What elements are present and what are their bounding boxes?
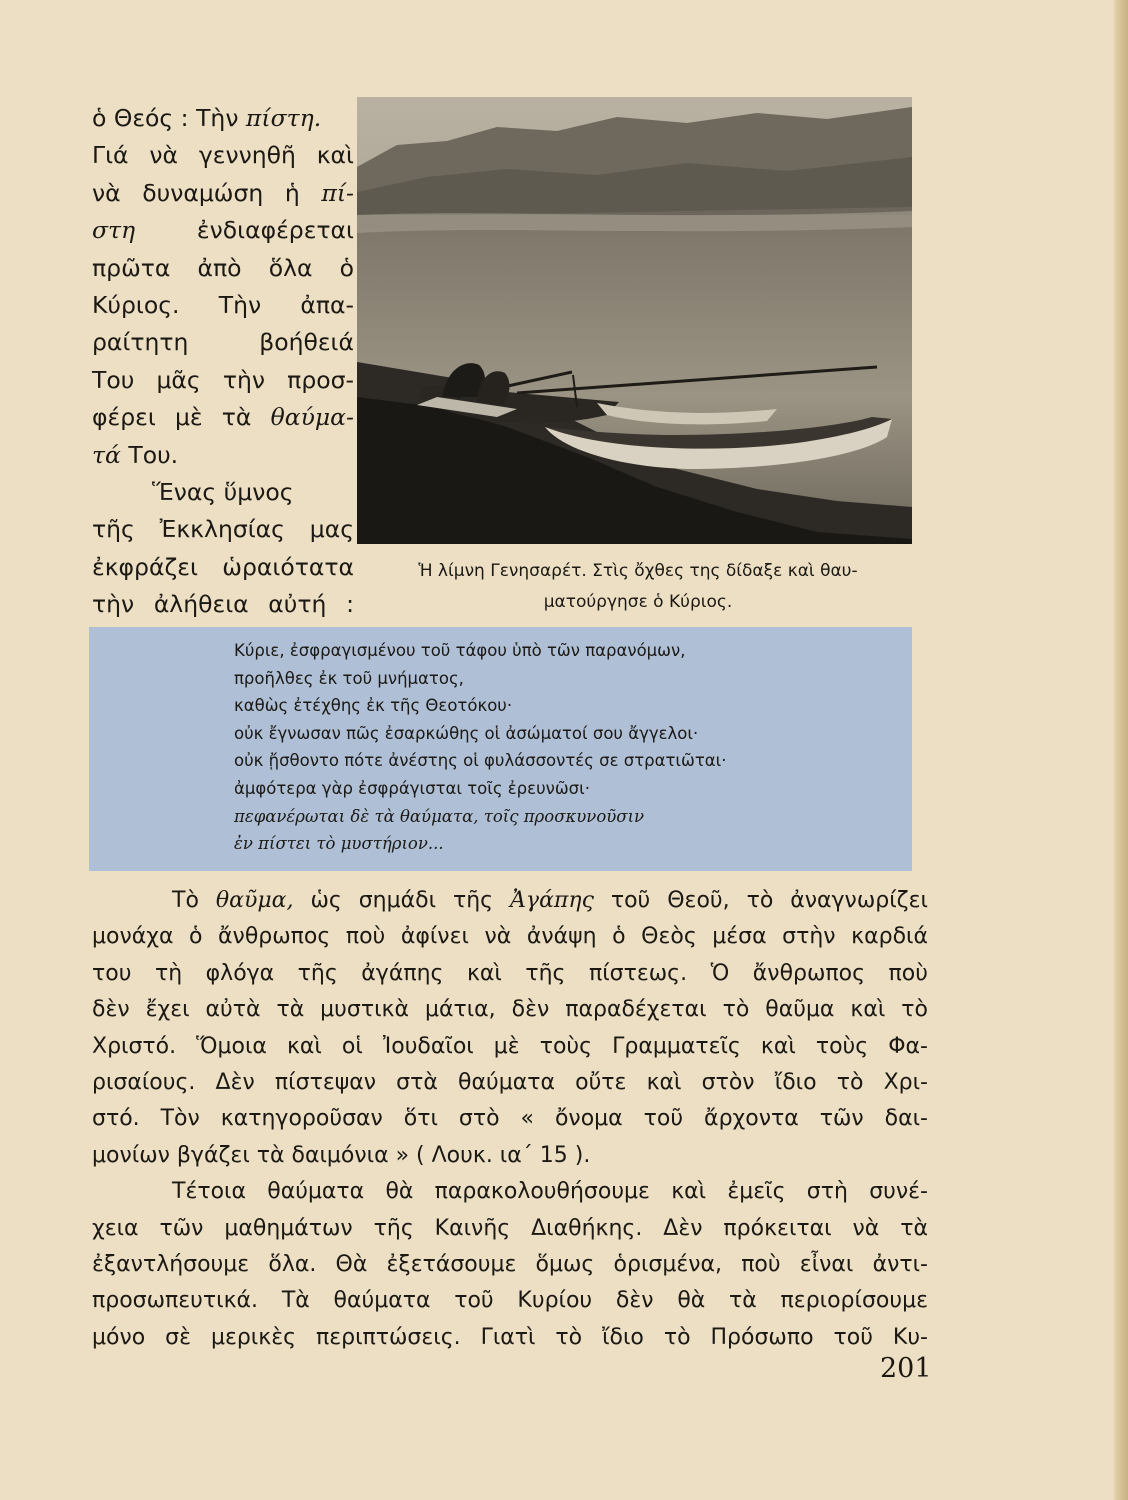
hymn-line: καθὼς ἐτέχθης ἐκ τῆς Θεοτόκου· [234, 696, 513, 716]
hymn-line: οὐκ ᾔσθοντο πότε ἀνέστης οἱ φυλάσσοντές σε στρατιῶται· [234, 751, 727, 771]
hymn-line: ἐν πίστει τὸ μυστήριον... [234, 834, 444, 854]
left-line: Γιά νὰ γεννηθῆ καὶ [92, 141, 354, 170]
left-line: Ἕνας ὕμνος [152, 478, 294, 507]
paragraph-line: Χριστό. Ὅμοια καὶ οἱ Ἰουδαῖοι μὲ τοὺς Γραμματεῖς καὶ τοὺς Φα- [92, 1033, 928, 1059]
left-line: τά Του. [92, 440, 179, 469]
paragraph-line: Τὸ θαῦμα, ὡς σημάδι τῆς Ἀγάπης τοῦ Θεοῦ, τὸ ἀναγνωρίζει [172, 888, 928, 913]
paragraph-line: προσωπευτικά. Τὰ θαύματα τοῦ Κυρίου δὲν θὰ τὰ περιορίσουμε [92, 1288, 928, 1314]
left-line: Κύριος. Τὴν ἀπα- [92, 291, 354, 320]
left-line: τῆς Ἐκκλησίας μας [92, 515, 354, 544]
paragraph-line: δὲν ἔχει αὐτὰ τὰ μυστικὰ μάτια, δὲν παραδέχεται τὸ θαῦμα καὶ τὸ [92, 997, 928, 1023]
paragraph-line: Τέτοια θαύματα θὰ παρακολουθήσουμε καὶ ἐμεῖς στὴ συνέ- [172, 1179, 928, 1205]
left-line: στη ἐνδιαφέρεται [92, 216, 354, 245]
page-number: 201 [880, 1353, 932, 1384]
caption-line: Ἡ λίμνη Γενησαρέτ. Στὶς ὄχθες της δίδαξε καὶ θαυ- [418, 561, 858, 581]
hymn-line: οὐκ ἔγνωσαν πῶς ἐσαρκώθης οἱ ἀσώματοί σου ἄγγελοι· [234, 723, 699, 743]
hymn-line: προῆλθες ἐκ τοῦ μνήματος, [234, 668, 464, 688]
left-text-column [92, 100, 354, 624]
page-edge [1114, 0, 1128, 1500]
hymn-line: ἀμφότερα γὰρ ἐσφράγισται τοῖς ἐρευνῶσι· [234, 778, 590, 798]
left-line: ἐκφράζει ὡραιότατα [92, 552, 354, 581]
left-line: φέρει μὲ τὰ θαύμα- [92, 403, 354, 432]
hymn-line: Κύριε, ἐσφραγισμένου τοῦ τάφου ὑπὸ τῶν παρανόμων, [234, 641, 686, 660]
paragraph-line: χεια τῶν μαθημάτων τῆς Καινῆς Διαθήκης. Δὲν πρόκειται νὰ τὰ [92, 1215, 928, 1241]
photo-caption [365, 556, 911, 618]
main-body-text [92, 883, 928, 1356]
left-line: πρῶτα ἀπὸ ὅλα ὁ [92, 253, 354, 282]
left-line: ραίτητη βοήθειά [92, 328, 354, 357]
paragraph-line: ἐξαντλήσουμε ὅλα. Θὰ ἐξετάσουμε ὅμως ὁρισμένα, ποὺ εἶναι ἀντι- [92, 1252, 928, 1278]
hymn-box [89, 627, 912, 871]
hymn-line: πεφανέρωται δὲ τὰ θαύματα, τοῖς προσκυνοῦσιν [234, 806, 645, 826]
paragraph-line: του τὴ φλόγα τῆς ἀγάπης καὶ τῆς πίστεως. Ὁ ἄνθρωπος ποὺ [92, 960, 928, 986]
lake-photo [357, 97, 912, 544]
left-line: νὰ δυναμώση ἡ πί- [92, 178, 354, 207]
paragraph-line: μονίων βγάζει τὰ δαιμόνια » ( Λουκ. ια΄ 15 ). [92, 1142, 591, 1168]
left-line: Του μᾶς τὴν προσ- [92, 365, 354, 394]
paragraph-line: μονάχα ὁ ἄνθρωπος ποὺ ἀφίνει νὰ ἀνάψη ὁ Θεὸς μέσα στὴν καρδιά [92, 924, 928, 950]
caption-line: ματούργησε ὁ Κύριος. [543, 592, 733, 612]
paragraph-line: ρισαίους. Δὲν πίστεψαν στὰ θαύματα οὔτε καὶ στὸν ἴδιο τὸ Χρι- [92, 1070, 928, 1096]
hymn-lines [234, 637, 902, 858]
left-line: ὁ Θεός : Τὴν πίστη. [92, 104, 322, 132]
paragraph-line: μόνο σὲ μερικὲς περιπτώσεις. Γιατὶ τὸ ἴδιο τὸ Πρόσωπο τοῦ Κυ- [92, 1324, 928, 1350]
left-line: τὴν ἀλήθεια αὐτή : [92, 590, 354, 619]
paragraph-line: στό. Τὸν κατηγοροῦσαν ὅτι στὸ « ὄνομα τοῦ ἄρχοντα τῶν δαι- [92, 1106, 928, 1132]
